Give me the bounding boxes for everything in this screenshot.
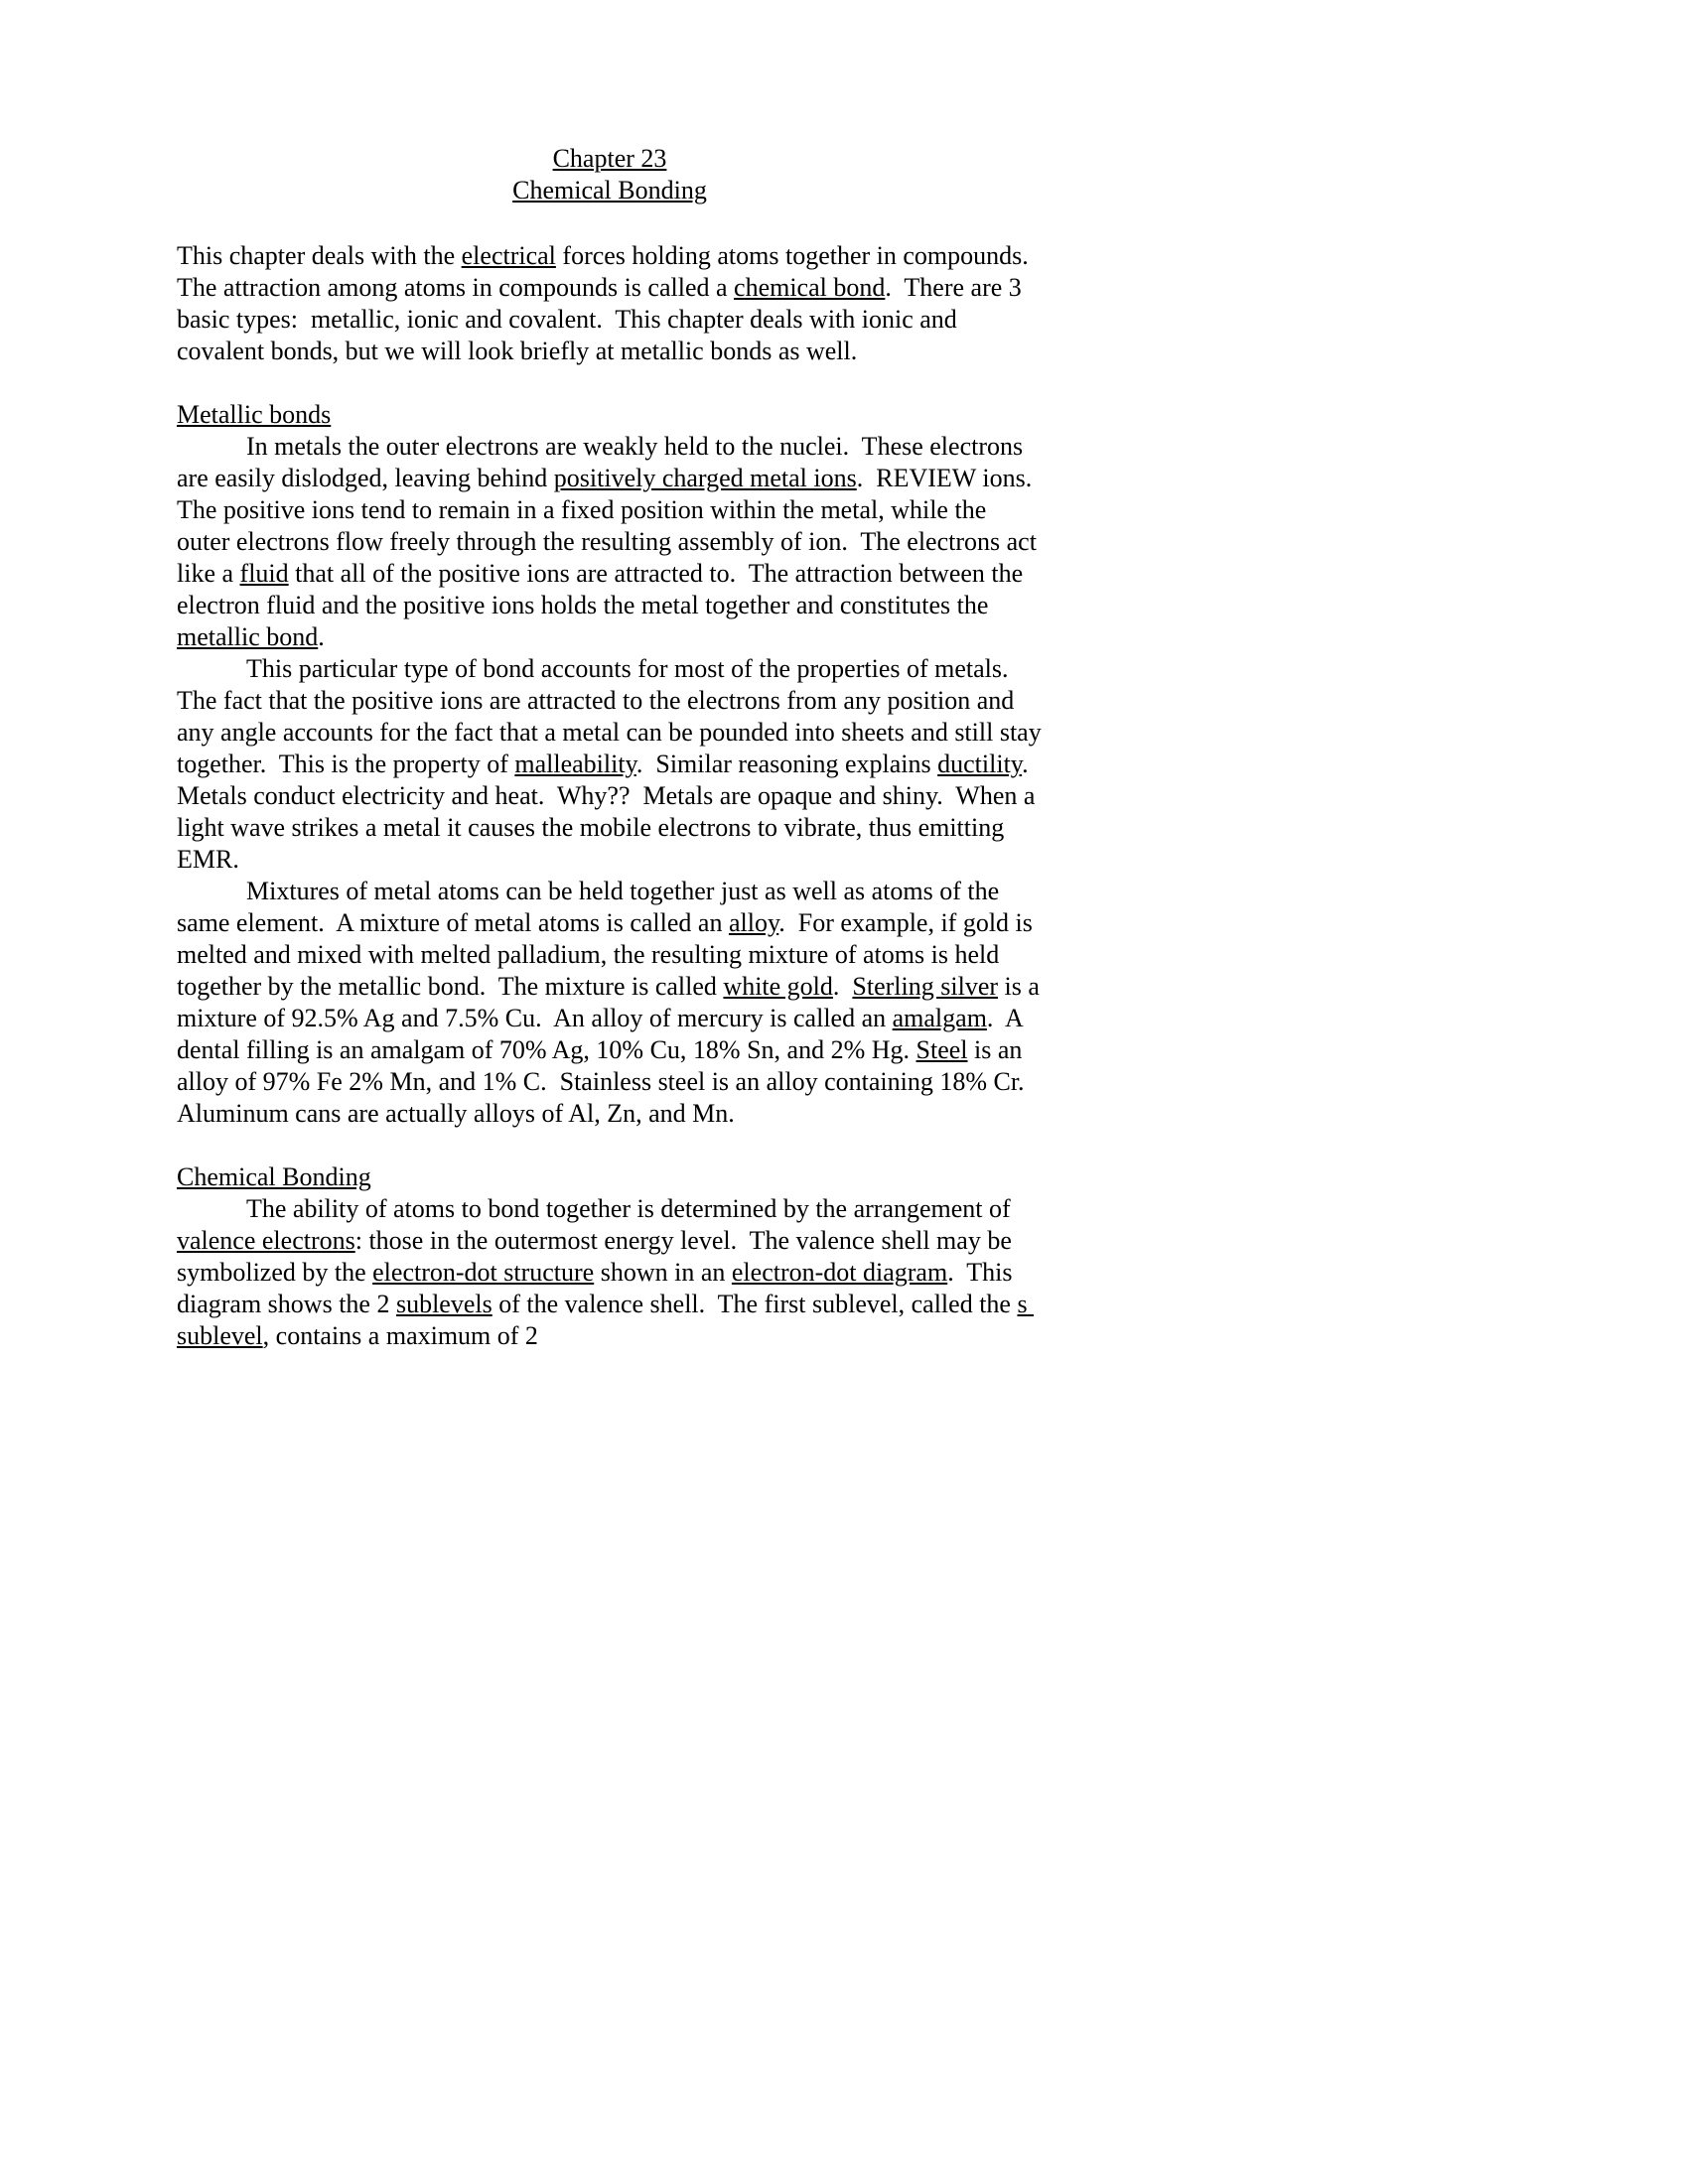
section-heading <box>177 1161 1043 1193</box>
body-text: . For example, if gold is melted and mixed with melted palladium, the resulting mixture of atoms is held together by the metallic bond. The mixture is called <box>177 908 1040 1001</box>
body-text: Mixtures of metal atoms can be held together just as well as atoms of the same element. A mixture of metal atoms is called an <box>177 877 1006 937</box>
body-text: In metals the outer electrons are weakly held to the nuclei. These electrons are easily dislodged, leaving behind <box>177 432 1030 492</box>
body-text: . A dental filling is an amalgam of 70% Ag, 10% Cu, 18% Sn, and 2% Hg. <box>177 1004 1029 1064</box>
underlined-text: s sublevel <box>177 1290 1035 1350</box>
body-text: : those in the outermost energy level. The valence shell may be symbolized by the <box>177 1226 1019 1287</box>
body-text: . <box>832 972 853 1001</box>
body-text: . Metals conduct electricity and heat. Why?? Metals are opaque and shiny. When a light wave strikes a metal it causes the mobile electrons to vibrate, thus emitting EMR. <box>177 750 1042 874</box>
underlined-text: ductility <box>937 750 1023 778</box>
underlined-text: electron-dot diagram <box>731 1258 948 1287</box>
underlined-text: white gold <box>723 972 833 1001</box>
document-body <box>177 240 1049 1352</box>
body-text: is a mixture of 92.5% Ag and 7.5% Cu. An alloy of mercury is called an <box>177 972 1047 1032</box>
body-text: . Similar reasoning explains <box>635 750 938 778</box>
underlined-text: Sterling silver <box>852 972 999 1001</box>
title-text: Chapter 23 <box>552 144 667 173</box>
document-title <box>177 143 1043 206</box>
body-text: , contains a maximum of 2 <box>262 1321 538 1350</box>
paragraph <box>177 240 1043 367</box>
underlined-text: Metallic bonds <box>177 400 332 429</box>
underlined-text: electrical <box>461 241 556 270</box>
paragraph <box>177 876 1047 1130</box>
underlined-text: electron-dot structure <box>372 1258 595 1287</box>
paragraph <box>177 653 1049 876</box>
underlined-text: sublevels <box>395 1290 492 1318</box>
body-text: This chapter deals with the <box>177 241 462 270</box>
underlined-text: fluid <box>239 559 289 588</box>
underlined-text: positively charged metal ions <box>553 464 857 492</box>
body-text: shown in an <box>594 1258 732 1287</box>
title-text: Chemical Bonding <box>512 176 707 205</box>
body-text: is an alloy of 97% Fe 2% Mn, and 1% C. Stainless steel is an alloy containing 18% Cr. Aluminum cans are actually alloys of Al, Zn, and Mn. <box>177 1035 1037 1128</box>
underlined-text: chemical bond <box>734 273 886 302</box>
body-text: . This diagram shows the 2 <box>177 1258 1019 1318</box>
underlined-text: alloy <box>728 908 779 937</box>
body-text: . REVIEW ions. The positive ions tend to remain in a fixed position within the metal, while the outer electrons flow freely through the resulting assembly of ion. The electrons act like a <box>177 464 1045 588</box>
title-line <box>177 175 1043 206</box>
underlined-text: malleability <box>514 750 636 778</box>
title-line <box>177 143 1043 175</box>
paragraph <box>177 1193 1043 1352</box>
body-text: The ability of atoms to bond together is determined by the arrangement of <box>246 1194 1018 1223</box>
underlined-text: Chemical Bonding <box>177 1162 371 1191</box>
underlined-text: metallic bond <box>177 622 319 651</box>
section-heading <box>177 399 1043 431</box>
body-text: . <box>318 622 325 651</box>
body-text: that all of the positive ions are attracted to. The attraction between the electron fluid and the positive ions holds the metal together and constitutes the <box>177 559 1030 619</box>
underlined-text: valence electrons <box>177 1226 355 1255</box>
body-text: of the valence shell. The first sublevel, called the <box>492 1290 1018 1318</box>
body-text: forces holding atoms together in compounds. The attraction among atoms in compounds is called a <box>177 241 1042 302</box>
body-text: This particular type of bond accounts for most of the properties of metals. The fact that the positive ions are attracted to the electrons from any position and any angle accounts for the fact that a metal can be pounded into sheets and still stay together. This is the property of <box>177 654 1049 778</box>
underlined-text: Steel <box>915 1035 968 1064</box>
body-text: . There are 3 basic types: metallic, ionic and covalent. This chapter deals with ionic and covalent bonds, but we will look briefly at metallic bonds as well. <box>177 273 1029 365</box>
paragraph <box>177 431 1043 653</box>
underlined-text: amalgam <box>892 1004 987 1032</box>
document-content <box>177 143 1049 1352</box>
